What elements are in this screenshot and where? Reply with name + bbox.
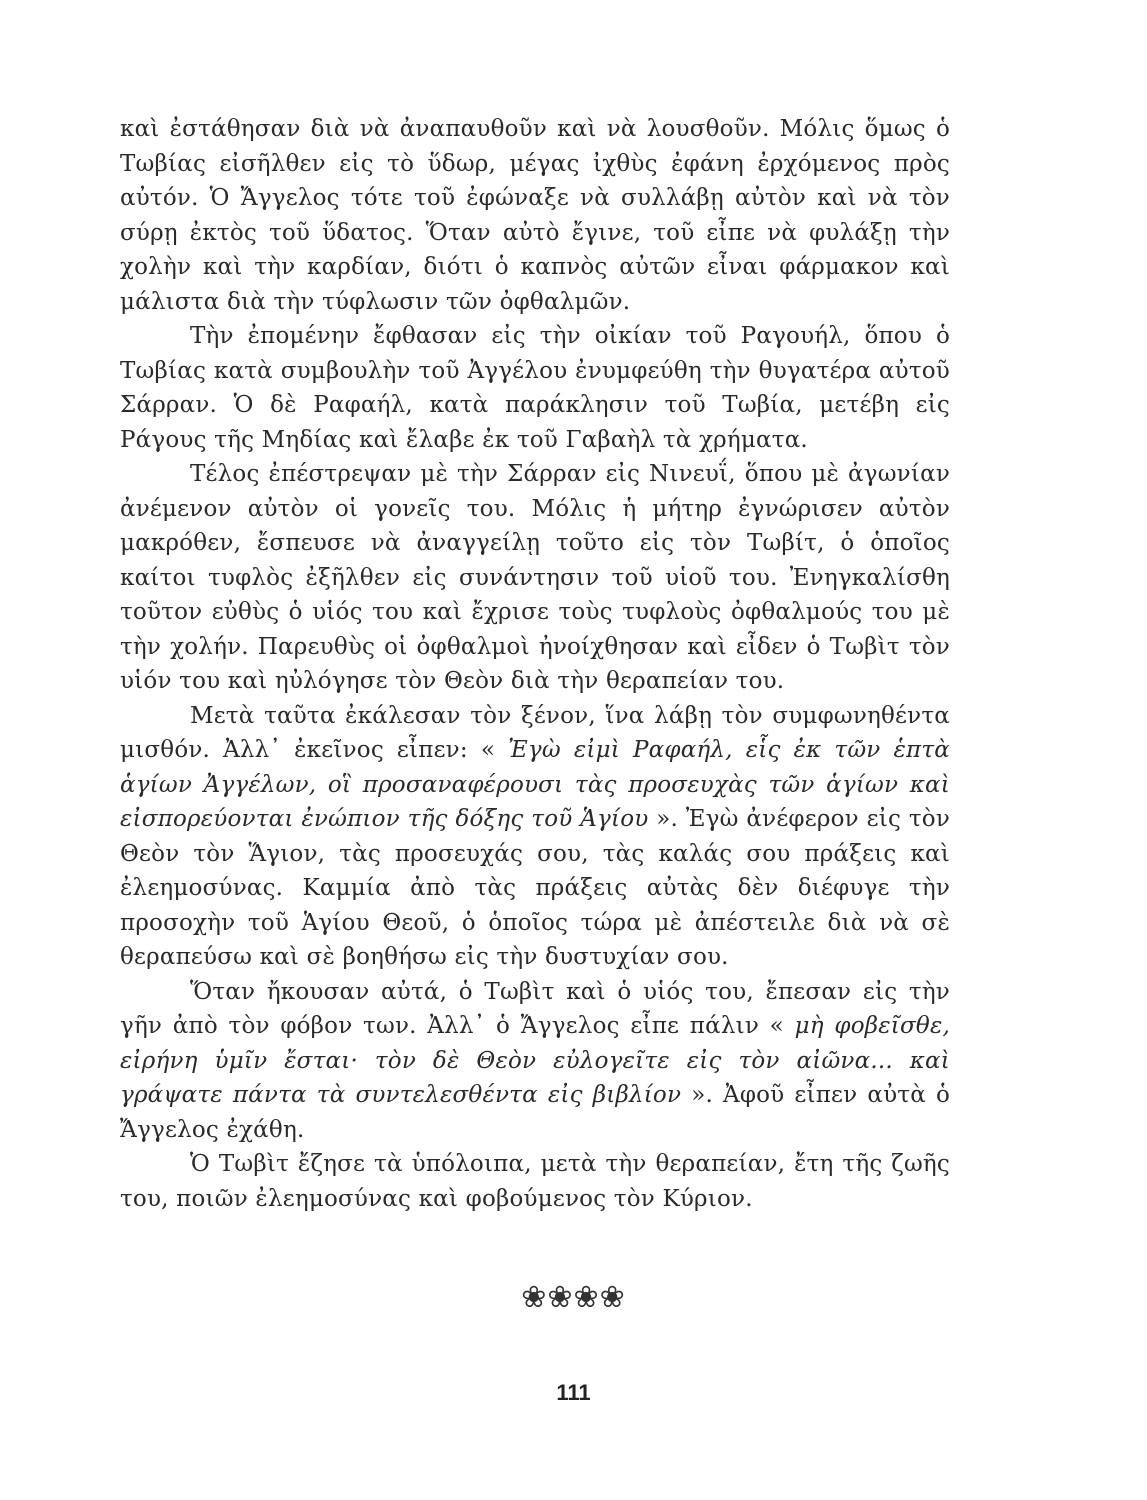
paragraph-1 (120, 112, 950, 319)
paragraph-6 (120, 1147, 950, 1216)
paragraph-4-quote: Ἐγὼ εἰμὶ Ραφαήλ, εἷς ἐκ τῶν ἑπτὰ ἁγίων Ἀγγέλων, οἳ προσαναφέρουσι τὰς προσευχὰς τῶν ἁγίων καὶ εἰσπορεύονται ἐνώπιον τῆς δόξης τοῦ Ἁγίου (120, 737, 950, 832)
paragraph-5-text-b: ». Ἀφοῦ εἶπεν αὐτὰ ὁ Ἄγγελος ἐχάθη. (120, 1082, 950, 1143)
paragraph-2-text: Τὴν ἐπομένην ἔφθασαν εἰς τὴν οἰκίαν τοῦ Ραγουήλ, ὅπου ὁ Τωβίας κατὰ συμβουλὴν τοῦ Ἀγγέλου ἐνυμφεύθη τὴν θυγατέρα αὐτοῦ Σάρραν. Ὁ δὲ Ραφαήλ, κατὰ παράκλησιν τοῦ Τωβία, μετέβη εἰς Ράγους τῆς Μηδίας καὶ ἔλαβε ἐκ τοῦ Γαβαὴλ τὰ χρήματα. (120, 323, 950, 453)
paragraph-3-text: Τέλος ἐπέστρεψαν μὲ τὴν Σάρραν εἰς Νινευΐ, ὅπου μὲ ἀγωνίαν ἀνέμενον αὐτὸν οἱ γονεῖς του. Μόλις ἡ μήτηρ ἐγνώρισεν αὐτὸν μακρόθεν, ἔσπευσε νὰ ἀναγγείλῃ τοῦτο εἰς τὸν Τωβίτ, ὁ ὁποῖος καίτοι τυφλὸς ἐξῆλθεν εἰς συνάντησιν τοῦ υἱοῦ του. Ἐνηγκαλίσθη τοῦτον εὐθὺς ὁ υἱός του καὶ ἔχρισε τοὺς τυφλοὺς ὀφθαλμούς του μὲ τὴν χολήν. Παρευθὺς οἱ ὀφθαλμοὶ ἠνοίχθησαν καὶ εἶδεν ὁ Τωβὶτ τὸν υἱόν του καὶ ηὐλόγησε τὸν Θεὸν διὰ τὴν θεραπείαν του. (120, 461, 950, 694)
paragraph-6-text: Ὁ Τωβὶτ ἔζησε τὰ ὑπόλοιπα, μετὰ τὴν θεραπείαν, ἔτη τῆς ζωῆς του, ποιῶν ἐλεημοσύνας καὶ φοβούμενος τὸν Κύριον. (120, 1151, 950, 1212)
paragraph-4 (120, 699, 950, 975)
page-number: 111 (556, 1380, 591, 1405)
paragraph-3 (120, 457, 950, 699)
paragraph-4-text-b: ». Ἐγὼ ἀνέφερον εἰς τὸν Θεὸν τὸν Ἅγιον, τὰς προσευχάς σου, τὰς καλάς σου πράξεις καὶ ἐλεημοσύνας. Καμμία ἀπὸ τὰς πράξεις αὐτὰς δὲν διέφυγε τὴν προσοχὴν τοῦ Ἁγίου Θεοῦ, ὁ ὁποῖος τώρα μὲ ἀπέστειλε διὰ νὰ σὲ θεραπεύσω καὶ σὲ βοηθήσω εἰς τὴν δυστυχίαν σου. (120, 806, 950, 970)
page-body (120, 112, 950, 1216)
paragraph-4-text-a: Μετὰ ταῦτα ἐκάλεσαν τὸν ξένον, ἵνα λάβῃ τὸν συμφωνηθέντα μισθόν. Ἀλλ᾽ ἐκεῖνος εἶπεν: « (120, 702, 950, 763)
ornament-divider: ❀❀❀❀ (521, 1280, 626, 1315)
paragraph-5-quote: μὴ φοβεῖσθε, εἰρήνη ὑμῖν ἔσται· τὸν δὲ Θεὸν εὐλογεῖτε εἰς τὸν αἰῶνα... καὶ γράψατε πάντα τὰ συντελεσθέντα εἰς βιβλίον (120, 1013, 951, 1108)
paragraph-1-text: καὶ ἐστάθησαν διὰ νὰ ἀναπαυθοῦν καὶ νὰ λουσθοῦν. Μόλις ὅμως ὁ Τωβίας εἰσῆλθεν εἰς τὸ ὕδωρ, μέγας ἰχθὺς ἐφάνη ἐρχόμενος πρὸς αὐτόν. Ὁ Ἄγγελος τότε τοῦ ἐφώναξε νὰ συλλάβῃ αὐτὸν καὶ νὰ τὸν σύρῃ ἐκτὸς τοῦ ὕδατος. Ὅταν αὐτὸ ἔγινε, τοῦ εἶπε νὰ φυλάξῃ τὴν χολὴν καὶ τὴν καρδίαν, διότι ὁ καπνὸς αὐτῶν εἶναι φάρμακον καὶ μάλιστα διὰ τὴν τύφλωσιν τῶν ὀφθαλμῶν. (120, 116, 950, 315)
paragraph-5-text-a: Ὅταν ἤκουσαν αὐτά, ὁ Τωβὶτ καὶ ὁ υἱός του, ἔπεσαν εἰς τὴν γῆν ἀπὸ τὸν φόβον των. Ἀλλ᾽ ὁ Ἄγγελος εἶπε πάλιν « (120, 978, 950, 1039)
paragraph-2 (120, 319, 950, 457)
paragraph-5 (120, 975, 950, 1148)
